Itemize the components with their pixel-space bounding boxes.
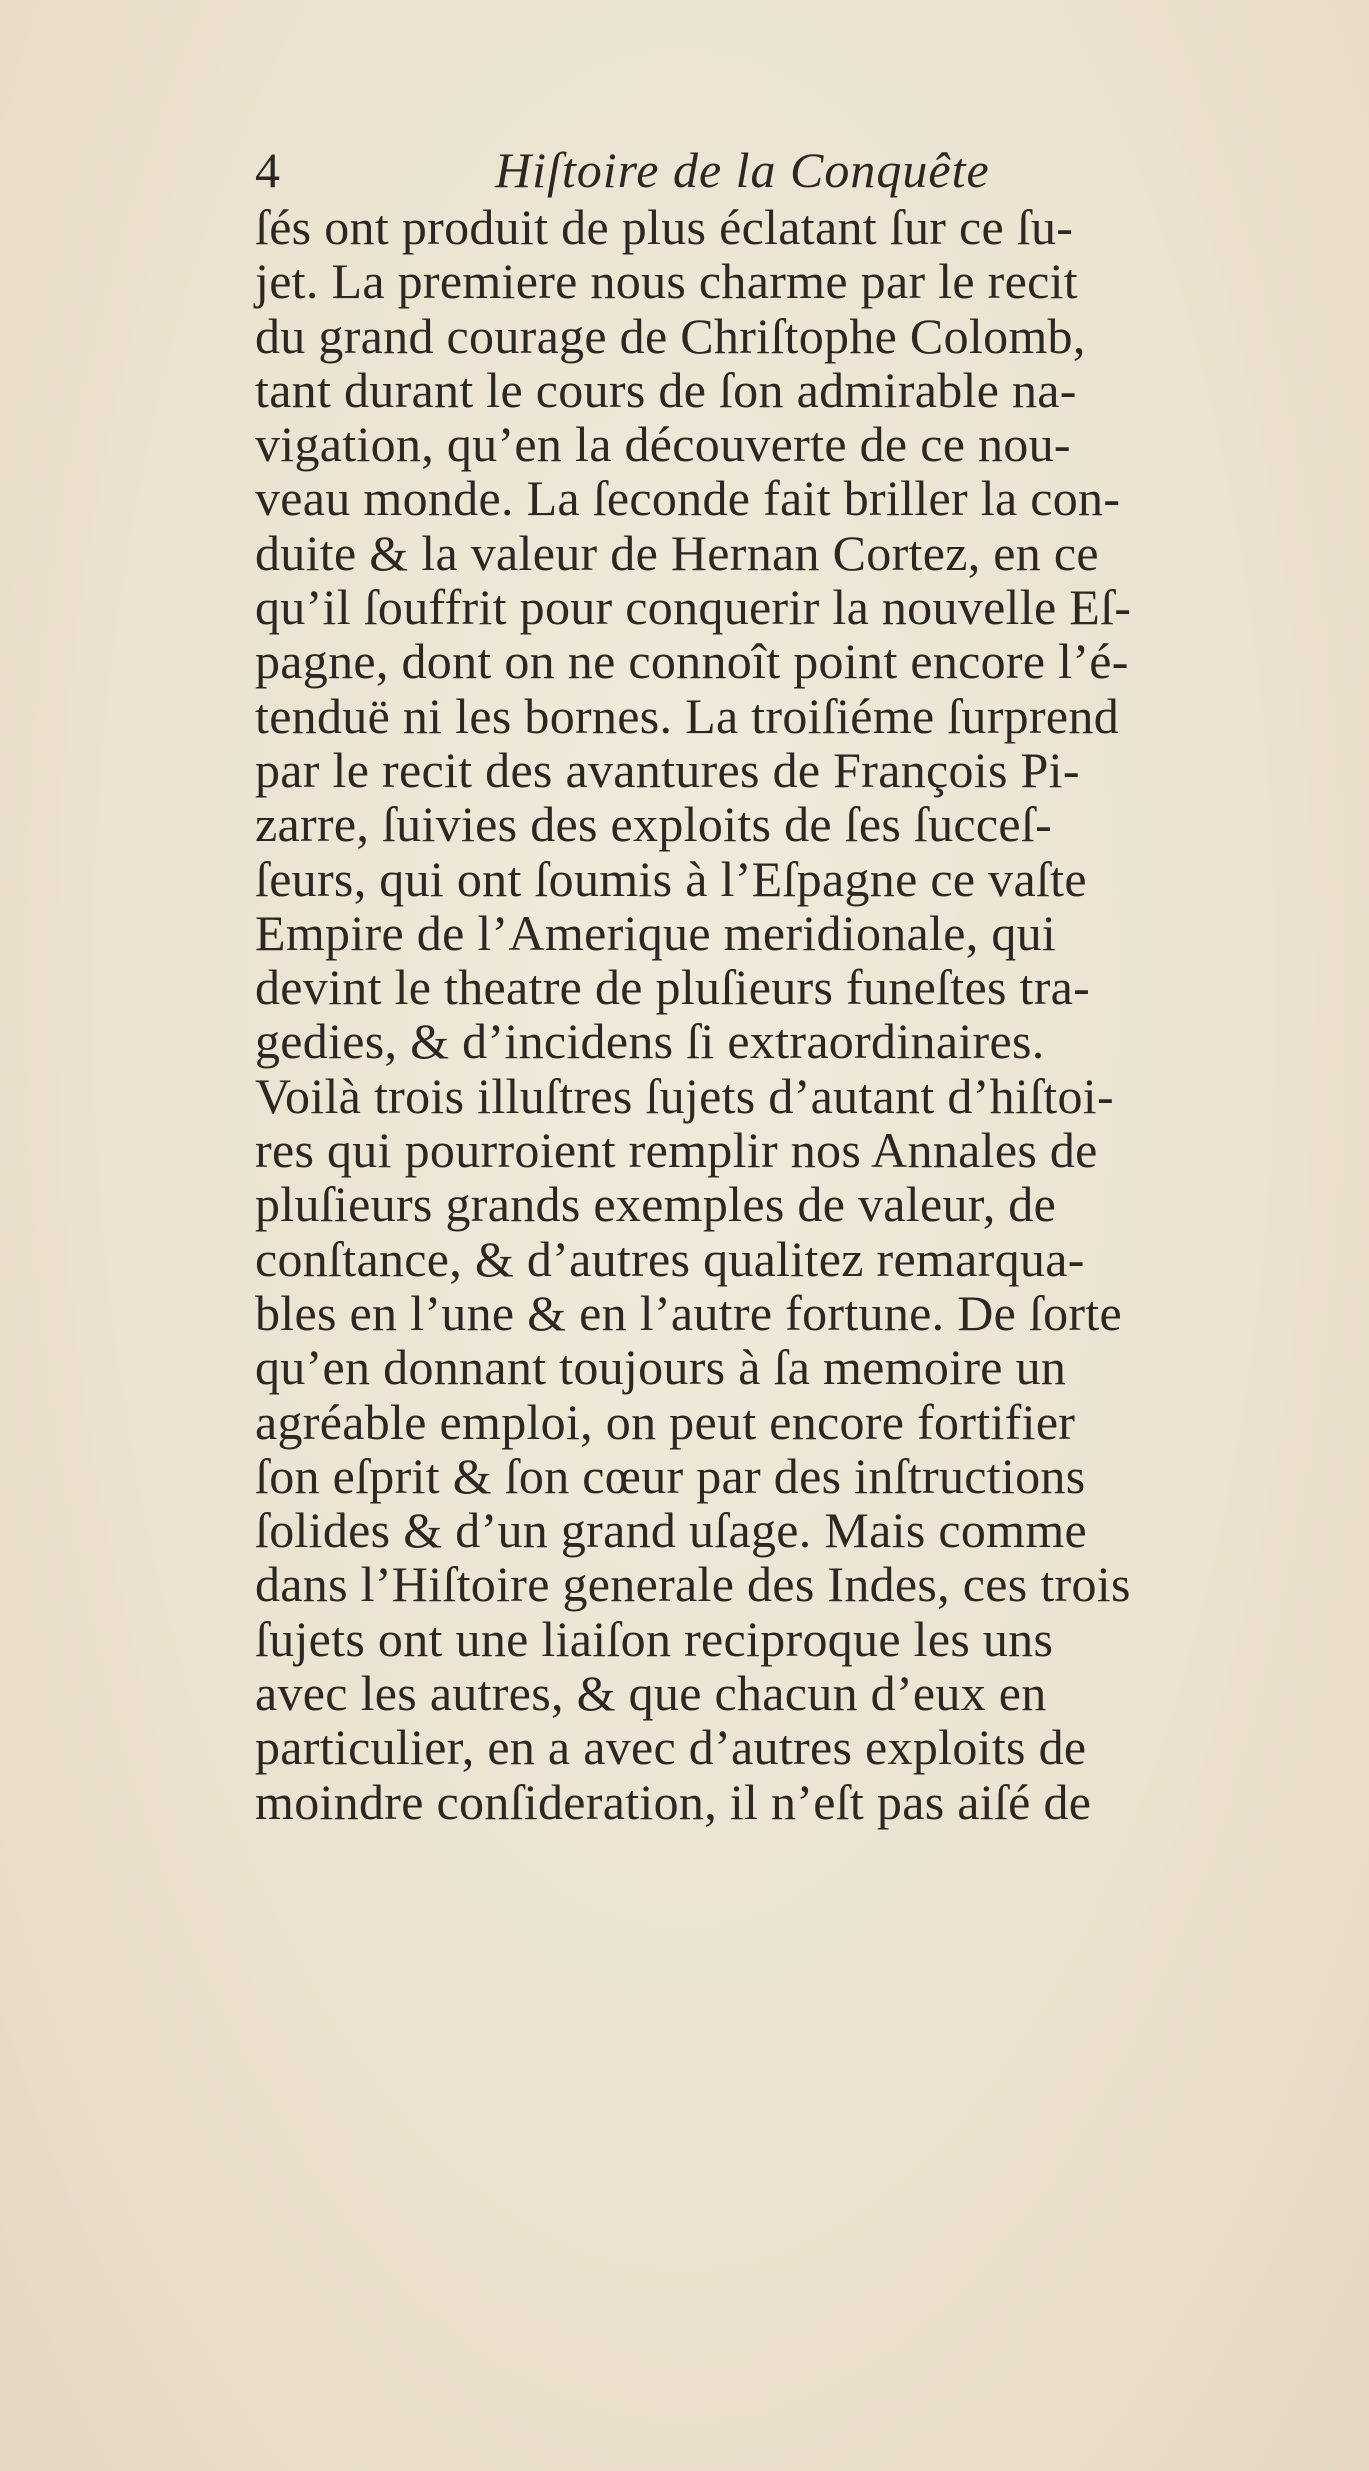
text-line: pluſieurs grands exemples de valeur, de [255,1176,1057,1233]
text-line: ſeurs, qui ont ſoumis à l’Eſpagne ce vaſte [255,850,1087,907]
text-line: particulier, en a avec d’autres exploits de [255,1719,1087,1776]
text-line: zarre, ſuivies des exploits de ſes ſucceſ- [255,796,1053,853]
text-line: duite & la valeur de Hernan Cortez, en ce [255,524,1099,581]
text-line: pagne, dont on ne connoît point encore l’é- [255,633,1129,690]
text-line: gedies, & d’incidens ſi extraordinaires. [255,1013,1045,1070]
text-line: conſtance, & d’autres qualitez remarqua- [255,1230,1085,1287]
text-line: ſolides & d’un grand uſage. Mais comme [255,1502,1088,1559]
text-line: tenduë ni les bornes. La troiſiéme ſurprend [255,687,1120,744]
text-line: devint le theatre de pluſieurs funeſtes tra- [255,959,1091,1016]
text-line: qu’en donnant toujours à ſa memoire un [255,1339,1067,1396]
text-line: avec les autres, & que chacun d’eux en [255,1665,1047,1722]
text-line: agréable emploi, on peut encore fortifier [255,1393,1076,1450]
text-line: dans l’Hiſtoire generale des Indes, ces trois [255,1556,1131,1613]
text-line: bles en l’une & en l’autre fortune. De ſorte [255,1284,1123,1341]
text-line: par le recit des avantures de François Pi- [255,741,1080,798]
text-line: vigation, qu’en la découverte de ce nou- [255,416,1071,473]
text-line: Empire de l’Amerique meridionale, qui [255,904,1057,961]
body-text [255,200,1345,1829]
page-header [255,140,1135,200]
text-line: ſujets ont une liaiſon reciproque les uns [255,1610,1054,1667]
text-line: tant durant le cours de ſon admirable na- [255,361,1077,418]
text-line: Voilà trois illuſtres ſujets d’autant d’hiſtoi- [255,1067,1114,1124]
text-line: jet. La premiere nous charme par le recit [255,253,1078,310]
text-line: veau monde. La ſeconde fait briller la con- [255,470,1121,527]
running-title: Hiſtoire de la Conquête [495,142,990,198]
text-line: du grand courage de Chriſtophe Colomb, [255,307,1086,364]
page-number: 4 [255,142,280,198]
text-line: moindre conſideration, il n’eſt pas aiſé de [255,1773,1092,1830]
text-line: ſon eſprit & ſon cœur par des inſtructions [255,1447,1086,1504]
text-line: res qui pourroient remplir nos Annales de [255,1122,1098,1179]
text-line: ſés ont produit de plus éclatant ſur ce ſu- [255,199,1074,255]
text-line: qu’il ſouffrit pour conquerir la nouvelle Eſ- [255,579,1132,636]
